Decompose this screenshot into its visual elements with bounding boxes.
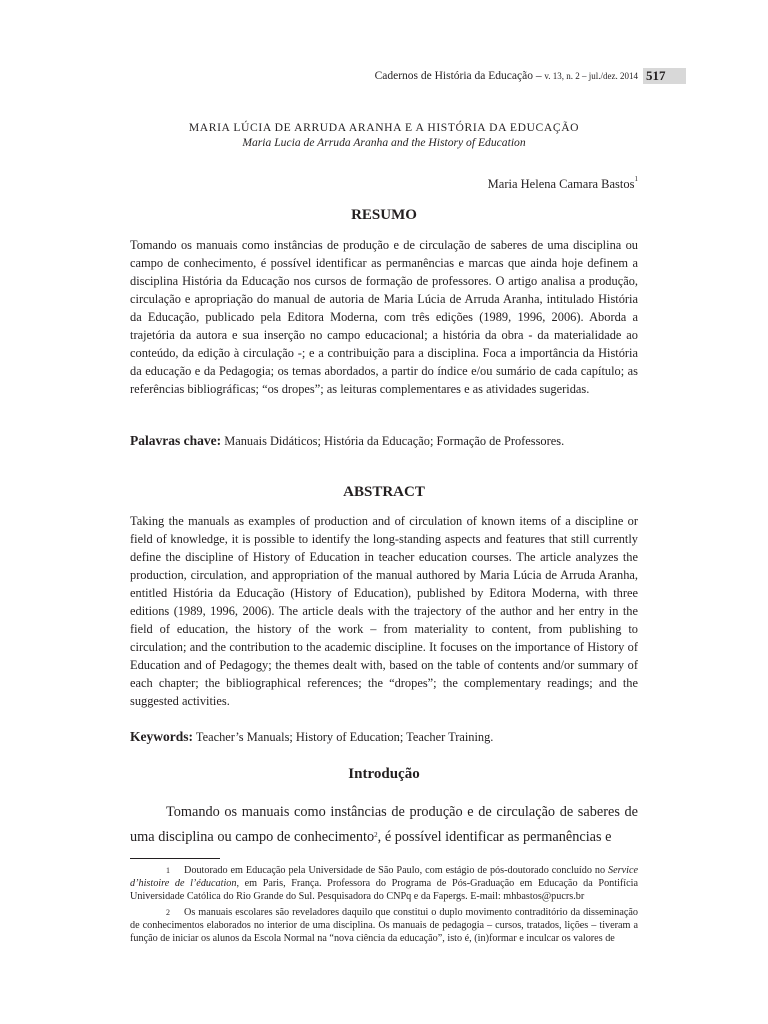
resumo-heading: RESUMO xyxy=(351,207,417,223)
footnote-2-number: 2 xyxy=(166,908,170,917)
palavras-chave-label: Palavras chave: xyxy=(130,433,222,448)
article-title: MARIA LÚCIA DE ARRUDA ARANHA E A HISTÓRIA DA EDUCAÇÃO xyxy=(188,121,580,134)
keywords xyxy=(130,729,638,745)
introducao-heading: Introdução xyxy=(348,766,420,782)
journal-name: Cadernos de História da Educação – xyxy=(374,70,542,82)
footnote-1-text-a: Doutorado em Educação pela Universidade de São Paulo, com estágio de pós-doutorado concluído no xyxy=(184,865,609,876)
page-number: 517 xyxy=(643,68,686,84)
intro-text-part-2: , é possível identificar as permanências e xyxy=(377,829,612,845)
article-title-english: Maria Lucia de Arruda Aranha and the History of Education xyxy=(242,136,526,149)
running-header xyxy=(375,70,638,82)
footnote-2 xyxy=(130,906,638,945)
footnote-divider xyxy=(130,858,220,859)
abstract-text: Taking the manuals as examples of production and of circulation of known items of a discipline or field of knowledge, it is possible to identify the long-standing aspects and features that still currently define the discipline of History of Education in teacher education courses. The article analyzes the production, circulation, and appropriation of the manual authored by Maria Lúcia de Arruda Aranha, entitled História da Educação (History of Education), published by Editora Moderna, with three editions (1989, 1996, 2006). The article deals with the trajectory of the author and her entry in the field of education, the history of the work – from materiality to content, from publishing to circulation; and the contribution to the academic discipline. It focuses on the importance of History of Education and of Pedagogy; the themes dealt with, based on the table of contents and/or summary of each chapter; the bibliographical references; the “dropes”; the complementary readings; and the suggested activities. xyxy=(130,514,638,708)
footnote-1-text-b: , em Paris, França. Professora do Programa de Pós-Graduação em Educação da Pontifícia Universidade Católica do Rio Grande do Sul. Pesquisadora do CNPq e da Fapergs. E-mail: mhbastos@pucrs.br xyxy=(130,878,639,902)
keywords-text: Teacher’s Manuals; History of Education; Teacher Training. xyxy=(195,730,494,744)
abstract-heading: ABSTRACT xyxy=(343,484,425,500)
palavras-chave-text: Manuais Didáticos; História da Educação; Formação de Professores. xyxy=(224,434,565,448)
footnote-1-italic: Service d’histoire de l’éducation xyxy=(130,865,638,889)
introducao-paragraph xyxy=(130,800,638,850)
author-text: Maria Helena Camara Bastos xyxy=(487,177,635,191)
palavras-chave xyxy=(130,433,638,449)
footnote-2-text: Os manuais escolares são reveladores daquilo que constitui o duplo movimento contraditório da disseminação de conhecimentos elaborados no interior de uma disciplina. Os manuais de pedagogia – cursos, tratados, lições – tiveram a função de iniciar os alunos da Escola Normal na “nova ciência da educação”, isto é, (in)formar e inculcar os valores de xyxy=(130,907,638,944)
intro-footnote-ref: 2 xyxy=(374,831,378,839)
intro-text-part-1: Tomando os manuais como instâncias de produção e de circulação de saberes de uma disciplina ou campo de conhecimento xyxy=(130,804,638,845)
author-footnote-ref: 1 xyxy=(634,175,638,183)
resumo-text: Tomando os manuais como instâncias de produção e de circulação de saberes de uma disciplina ou campo de conhecimento, é possível identificar as permanências e marcas que ainda hoje definem a disciplina História da Educação nos cursos de formação de professores. O artigo analisa a produção, circulação e apropriação do manual de autoria de Maria Lúcia de Arruda Aranha, intitulado História da Educação, publicado pela Editora Moderna, com três edições (1989, 1996, 2006). Aborda a trajetória da autora e sua inserção no campo educacional; a história da obra - da materialidade ao conteúdo, da edição à circulação -; e a contribuição para a disciplina. Foca a importância da História da educação e da Pedagogia; os temas abordados, a partir do índice e/ou sumário de cada capítulo; as referências bibliográficas; “os dropes”; as leituras complementares e as atividades sugeridas. xyxy=(130,238,638,396)
keywords-label: Keywords: xyxy=(130,729,193,744)
footnote-1-number: 1 xyxy=(166,866,170,875)
footnote-1 xyxy=(130,864,638,903)
author-name xyxy=(488,177,638,192)
journal-issue: v. 13, n. 2 – jul./dez. 2014 xyxy=(544,71,638,81)
